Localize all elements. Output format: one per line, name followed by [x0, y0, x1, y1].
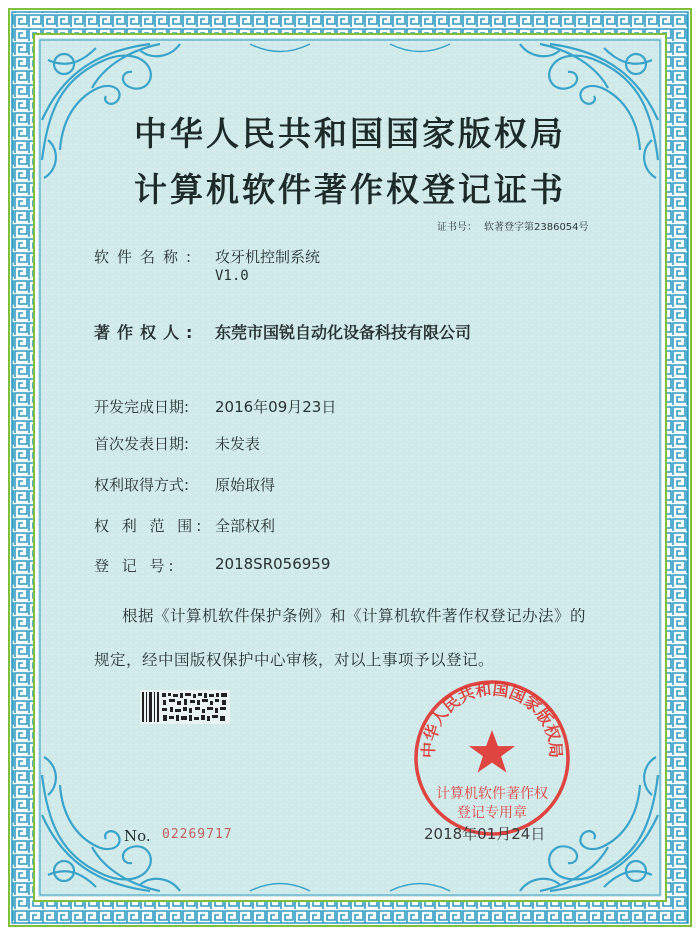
software-name-label: 软件名称: — [94, 248, 200, 266]
registration-number-label: 登 记 号: — [94, 557, 178, 575]
serial-number-label: No. — [124, 827, 151, 845]
serial-number-value: 02269717 — [162, 827, 233, 842]
official-seal — [412, 676, 572, 840]
software-name-value: 攻牙机控制系统 — [215, 248, 321, 266]
rights-scope-value: 全部权利 — [215, 517, 276, 535]
certificate-number-value: 软著登字第2386054号 — [484, 222, 589, 233]
first-publish-date-value: 未发表 — [215, 435, 261, 453]
issuing-authority-title: 中华人民共和国国家版权局 — [134, 114, 566, 153]
acquisition-method-value: 原始取得 — [215, 476, 276, 494]
statement-line-1: 根据《计算机软件保护条例》和《计算机软件著作权登记办法》的 — [122, 607, 587, 625]
completion-date-value: 2016年09月23日 — [215, 398, 337, 416]
issue-date: 2018年01月24日 — [424, 825, 546, 843]
seal-star-icon — [469, 730, 515, 773]
first-publish-date-label: 首次发表日期: — [94, 435, 190, 453]
software-version: V1.0 — [215, 268, 249, 284]
copyright-owner-label: 著作权人: — [94, 323, 200, 342]
seal-ring-text: 中华人民共和国国家版权局 — [418, 679, 566, 759]
completion-date-label: 开发完成日期: — [94, 398, 190, 416]
statement-line-2: 规定，经中国版权保护中心审核，对以上事项予以登记。 — [94, 651, 495, 669]
seal-line-2: 登记专用章 — [457, 805, 527, 821]
certificate-number-label: 证书号： — [437, 222, 477, 233]
certificate-title: 计算机软件著作权登记证书 — [134, 170, 566, 209]
rights-scope-label: 权 利 范 围: — [94, 517, 206, 535]
registration-number-value: 2018SR056959 — [215, 555, 331, 573]
copyright-owner-value: 东莞市国锐自动化设备科技有限公司 — [215, 323, 472, 342]
barcode-icon — [140, 690, 230, 724]
acquisition-method-label: 权利取得方式: — [94, 476, 190, 494]
seal-line-1: 计算机软件著作权 — [436, 786, 548, 802]
